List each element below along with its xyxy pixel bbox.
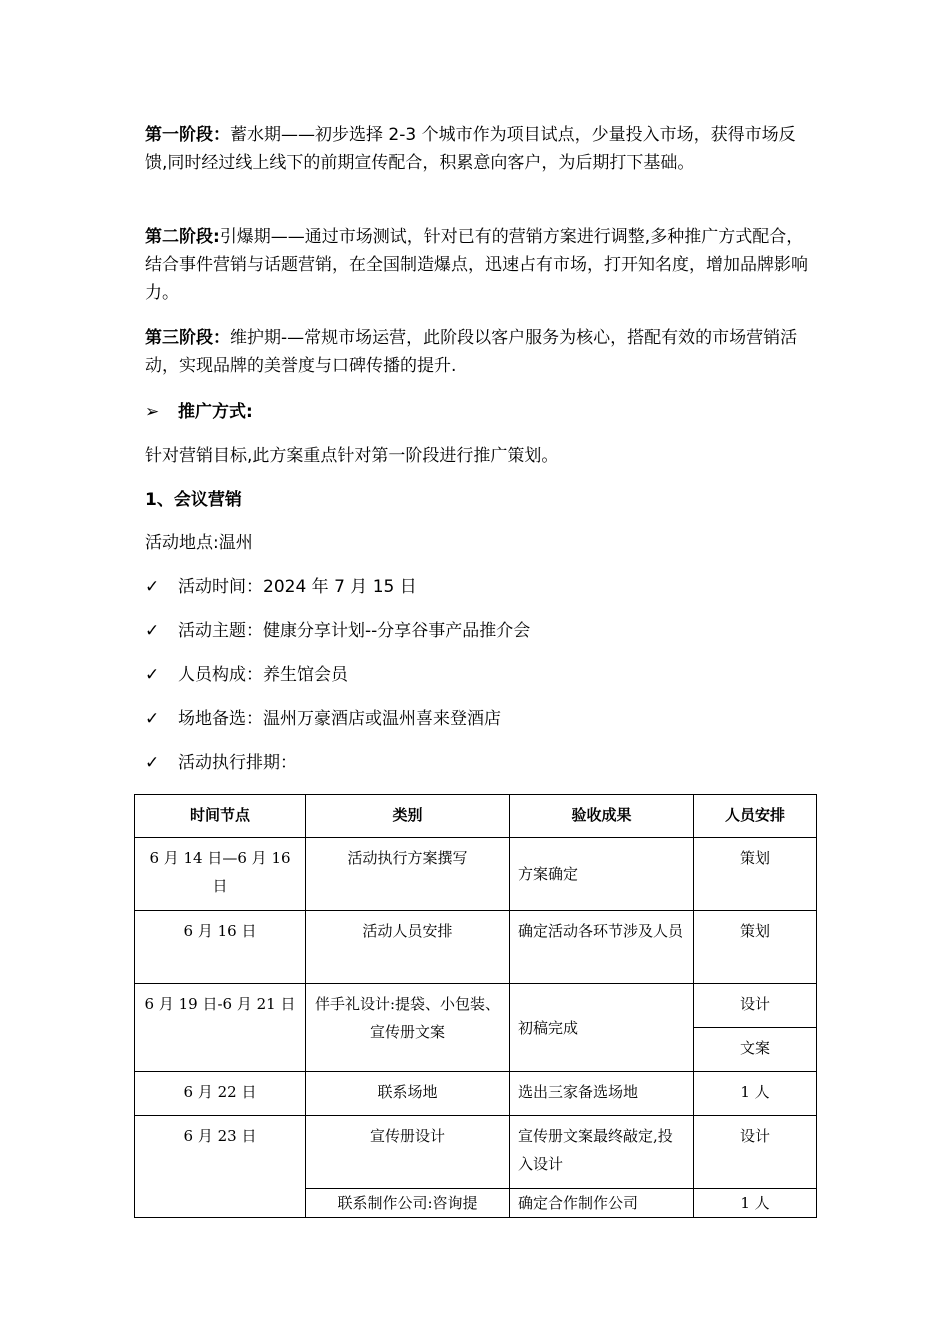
checklist-text: 人员构成：养生馆会员	[178, 665, 348, 685]
result-cell: 选出三家备选场地	[510, 1072, 694, 1116]
checklist-text: 活动主题：健康分享计划--分享谷事产品推介会	[178, 621, 531, 641]
stage-3-text: 维护期-—常规市场运营，此阶段以客户服务为核心，搭配有效的市场营销活动，实现品牌的美誉度与口碑传播的提升.	[145, 328, 798, 376]
category-cell: 伴手礼设计:提袋、小包装、宣传册文案	[306, 984, 510, 1072]
staff-cell: 设计	[694, 984, 817, 1028]
checklist-item	[145, 749, 297, 777]
result-cell: 确定活动各环节涉及人员	[510, 911, 694, 984]
header-cell: 时间节点	[135, 795, 306, 838]
check-icon: ✓	[145, 665, 160, 685]
date-cell: 6 月 19 日-6 月 21 日	[135, 984, 306, 1072]
date-cell: 6 月 16 日	[135, 911, 306, 984]
checklist-text: 活动执行排期：	[178, 753, 297, 773]
result-cell: 宣传册文案最终敲定,投入设计	[510, 1116, 694, 1189]
table-header-row	[135, 795, 817, 838]
promo-heading-text: 推广方式:	[178, 402, 253, 422]
category-cell: 活动人员安排	[306, 911, 510, 984]
checklist-item	[145, 705, 501, 733]
date-cell: 6 月 23 日	[135, 1116, 306, 1218]
category-cell: 宣传册设计	[306, 1116, 510, 1189]
stage-1-paragraph	[145, 121, 810, 177]
date-cell: 6 月 14 日—6 月 16 日	[135, 838, 306, 911]
check-icon: ✓	[145, 709, 160, 729]
stage-2-paragraph	[145, 223, 810, 307]
table-row	[135, 984, 817, 1028]
checklist-item	[145, 573, 417, 601]
staff-cell: 1 人	[694, 1189, 817, 1218]
check-icon: ✓	[145, 621, 160, 641]
staff-cell: 1 人	[694, 1072, 817, 1116]
table-row	[135, 1072, 817, 1116]
header-cell: 类别	[306, 795, 510, 838]
category-cell: 联系制作公司:咨询提	[306, 1189, 510, 1218]
arrow-bullet-icon: ➢	[145, 402, 160, 422]
header-cell: 验收成果	[510, 795, 694, 838]
staff-cell: 文案	[694, 1028, 817, 1072]
table-row	[135, 838, 817, 911]
header-cell: 人员安排	[694, 795, 817, 838]
check-icon: ✓	[145, 577, 160, 597]
result-cell: 确定合作制作公司	[510, 1189, 694, 1218]
table-row	[135, 1116, 817, 1189]
result-cell: 初稿完成	[510, 984, 694, 1072]
stage-2-label: 第二阶段:	[145, 227, 220, 247]
checklist-text: 场地备选：温州万豪酒店或温州喜来登酒店	[178, 709, 501, 729]
check-icon: ✓	[145, 753, 160, 773]
schedule-table	[134, 794, 817, 1218]
result-cell: 方案确定	[510, 838, 694, 911]
category-cell: 活动执行方案撰写	[306, 838, 510, 911]
checklist-item	[145, 661, 348, 689]
activity-location: 活动地点:温州	[145, 533, 253, 553]
category-cell: 联系场地	[306, 1072, 510, 1116]
staff-cell: 策划	[694, 838, 817, 911]
stage-1-label: 第一阶段：	[145, 125, 230, 145]
promo-heading	[145, 398, 253, 426]
stage-2-text: 引爆期——通过市场测试，针对已有的营销方案进行调整,多种推广方式配合，结合事件营销与话题营销，在全国制造爆点，迅速占有市场，打开知名度，增加品牌影响力。	[145, 227, 808, 303]
staff-cell: 设计	[694, 1116, 817, 1189]
stage-1-text: 蓄水期——初步选择 2-3 个城市作为项目试点，少量投入市场，获得市场反馈,同时经过线上线下的前期宣传配合，积累意向客户，为后期打下基础。	[145, 125, 796, 173]
staff-cell: 策划	[694, 911, 817, 984]
stage-3-paragraph	[145, 324, 810, 380]
stage-3-label: 第三阶段：	[145, 328, 230, 348]
section-title: 1、会议营销	[145, 490, 242, 510]
checklist-text: 活动时间：2024 年 7 月 15 日	[178, 577, 417, 597]
promo-intro: 针对营销目标,此方案重点针对第一阶段进行推广策划。	[145, 446, 559, 466]
date-cell: 6 月 22 日	[135, 1072, 306, 1116]
table-row	[135, 911, 817, 984]
checklist-item	[145, 617, 530, 645]
